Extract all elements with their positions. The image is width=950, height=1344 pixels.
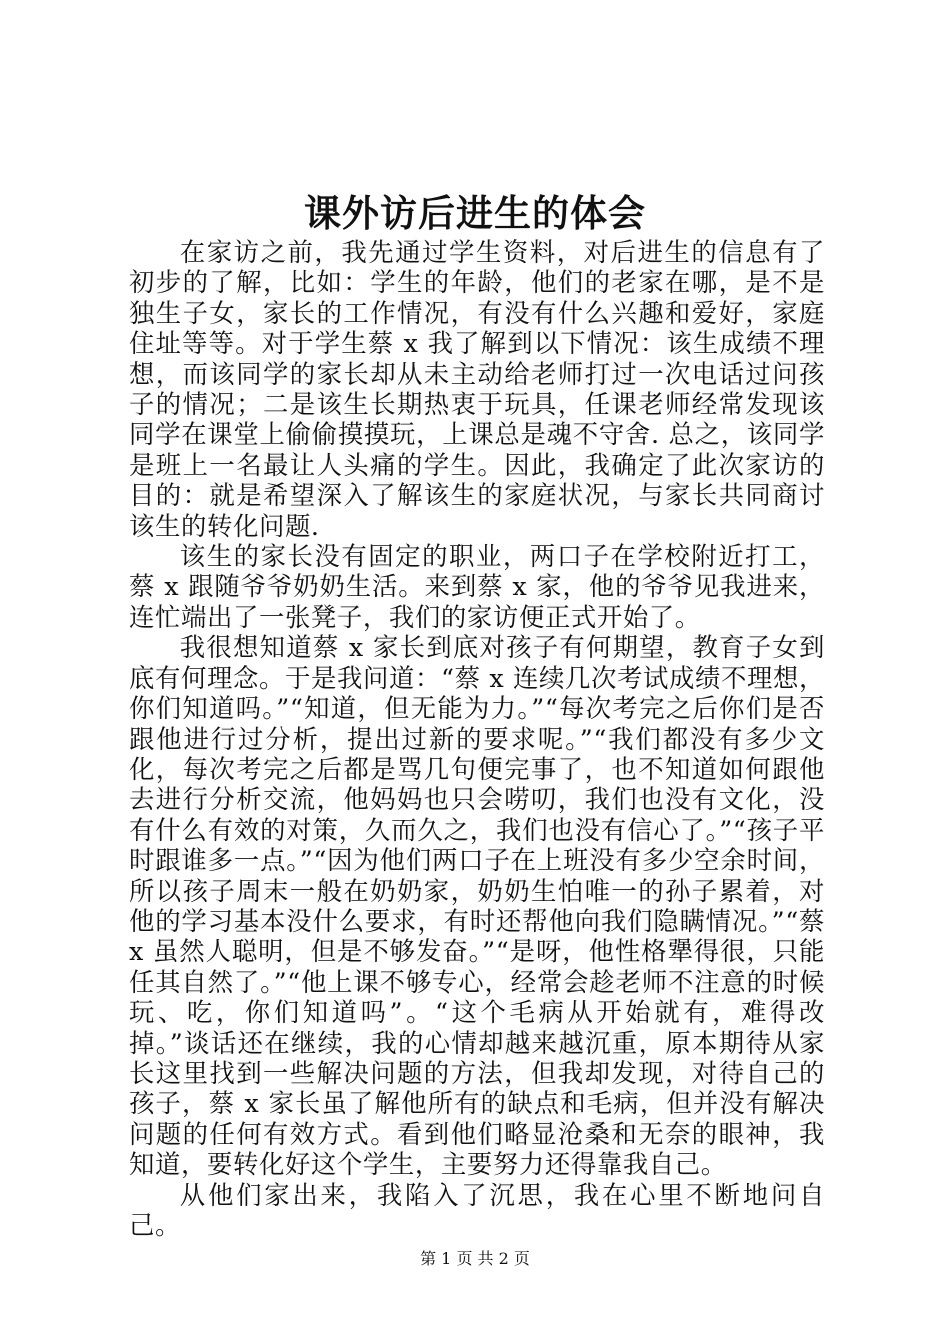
- paragraph-4: 从他们家出来，我陷入了沉思，我在心里不断地问自己。: [129, 1179, 825, 1240]
- paragraph-2: 该生的家长没有固定的职业，两口子在学校附近打工，蔡 x 跟随爷爷奶奶生活。来到蔡 x 家，他的爷爷见我进来，连忙端出了一张凳子，我们的家访便正式开始了。: [129, 541, 825, 632]
- paragraph-3: 我很想知道蔡 x 家长到底对孩子有何期望，教育子女到底有何理念。于是我问道：“蔡 x 连续几次考试成绩不理想，你们知道吗。”“知道，但无能为力。”“每次考完之后你们是否跟他进行过分析，提出过新的要求呢。”“我们都没有多少文化，每次考完之后都是骂几句便完事了，也不知道如何跟他去进行分析交流，他妈妈也只会唠叨，我们也没有文化，没有什么有效的对策，久而久之，我们也没有信心了。”“孩子平时跟谁多一点。”“因为他们两口子在上班没有多少空余时间，所以孩子周末一般在奶奶家，奶奶生怕唯一的孙子累着，对他的学习基本没什么要求，有时还帮他向我们隐瞒情况。”“蔡 x 虽然人聪明，但是不够发奋。”“是呀，他性格犟得很，只能任其自然了。”“他上课不够专心，经常会趁老师不注意的时候玩、吃，你们知道吗”。“这个毛病从开始就有，难得改掉。”谈话还在继续，我的心情却越来越沉重，原本期待从家长这里找到一些解决问题的方法，但我却发现，对待自己的孩子，蔡 x 家长虽了解他所有的缺点和毛病，但并没有解决问题的任何有效方式。看到他们略显沧桑和无奈的眼神，我知道，要转化好这个学生，主要努力还得靠我自己。: [129, 632, 825, 1180]
- paragraph-1: 在家访之前，我先通过学生资料，对后进生的信息有了初步的了解，比如：学生的年龄，他们的老家在哪，是不是独生子女，家长的工作情况，有没有什么兴趣和爱好，家庭住址等等。对于学生蔡 x 我了解到以下情况：该生成绩不理想，而该同学的家长却从未主动给老师打过一次电话过问孩子的情况；二是该生长期热衷于玩具，任课老师经常发现该同学在课堂上偷偷摸摸玩，上课总是魂不守舍. 总之，该同学是班上一名最让人头痛的学生。因此，我确定了此次家访的目的：就是希望深入了解该生的家庭状况，与家长共同商讨该生的转化问题.: [129, 237, 825, 541]
- page-footer: 第 1 页 共 2 页: [420, 1249, 530, 1268]
- document-title: 课外访后进生的体会: [304, 191, 646, 235]
- document-body: [129, 237, 825, 1240]
